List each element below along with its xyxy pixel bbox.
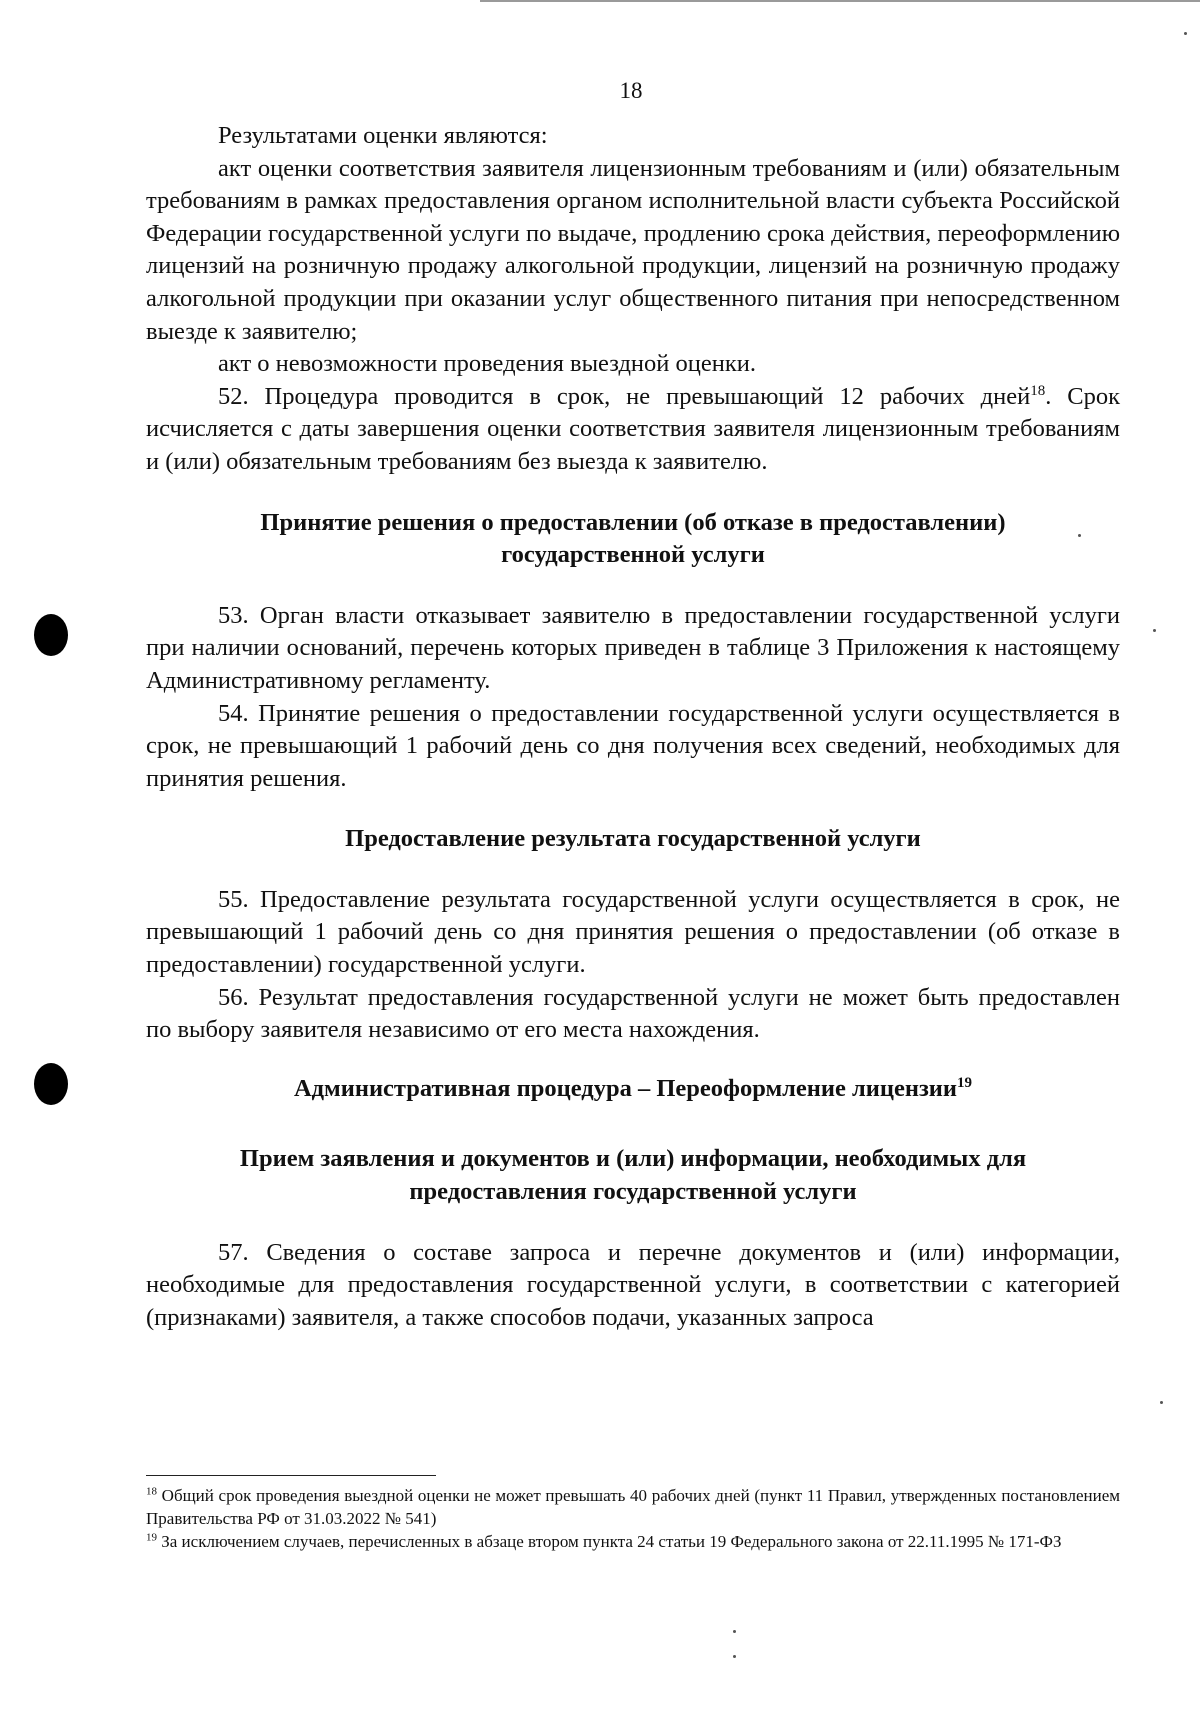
paragraph: акт о невозможности проведения выездной оценки. (218, 350, 757, 378)
footnote-reference[interactable]: 18 (1030, 382, 1046, 399)
footnotes (146, 1484, 1120, 1553)
paragraph: 55. Предоставление результата государственной услуги осуществляется в срок, не превышающий 1 рабочий день со дня принятия решения о предоставлении (об отказе в предоставлении) государственной услуги. (146, 885, 1120, 979)
scan-top-edge-line (480, 0, 1200, 2)
paragraph-52 (146, 381, 1120, 479)
paragraph: акт оценки соответствия заявителя лицензионным требованиям и (или) обязательным требованиям в рамках предоставления органом исполнительной власти субъекта Российской Федерации государственной услуги по выдаче, продлению срока действия, переоформлению лицензий на розничную продажу алкогольной продукции, лицензий на розничную продажу алкогольной продукции при оказании услуг общественного питания при непосредственном выезде к заявителю; (146, 154, 1120, 345)
scan-speck (1153, 629, 1156, 632)
footnote-text: Общий срок проведения выездной оценки не может превышать 40 рабочих дней (пункт 11 Правил, утвержденных постановлением Правительства РФ от 31.03.2022 № 541) (146, 1486, 1120, 1528)
punch-hole-mark (34, 1063, 68, 1105)
procedure-heading (146, 1073, 1120, 1106)
scan-speck (733, 1655, 736, 1658)
punch-hole-mark (34, 614, 68, 656)
document-body (146, 120, 1120, 1334)
footnote-reference[interactable]: 19 (957, 1074, 973, 1091)
footnote-18 (146, 1484, 1120, 1530)
section-heading: Прием заявления и документов и (или) информации, необходимых для предоставления государственной услуги (239, 1145, 1027, 1206)
footnote-number: 19 (146, 1531, 157, 1544)
paragraph: 54. Принятие решения о предоставлении государственной услуги осуществляется в срок, не превышающий 1 рабочий день со дня получения всех сведений, необходимых для принятия решения. (146, 699, 1120, 792)
page-number: 18 (619, 78, 643, 103)
scan-speck (1160, 1401, 1163, 1404)
footnote-text: За исключением случаев, перечисленных в абзаце втором пункта 24 статьи 19 Федерального закона от 22.11.1995 № 171-ФЗ (157, 1532, 1062, 1551)
scan-speck (733, 1630, 736, 1633)
footnote-separator (146, 1475, 436, 1476)
section-heading: Предоставление результата государственной услуги (345, 825, 921, 853)
heading-text: Административная процедура – Переоформление лицензии (293, 1074, 958, 1102)
footnote-number: 18 (146, 1485, 157, 1498)
paragraph: Результатами оценки являются: (218, 122, 548, 149)
paragraph: 56. Результат предоставления государственной услуги не может быть предоставлен по выбору заявителя независимо от его места нахождения. (146, 983, 1120, 1044)
footnote-19 (146, 1530, 1120, 1553)
section-heading: Принятие решения о предоставлении (об отказе в предоставлении) государственной услуги (260, 508, 1006, 569)
paragraph: 57. Сведения о составе запроса и перечне документов и (или) информации, необходимые для предоставления государственной услуги, в соответствии с категорией (признаками) заявителя, а также способов подачи, указанных запроса (146, 1238, 1120, 1331)
paragraph: 53. Орган власти отказывает заявителю в предоставлении государственной услуги при наличии оснований, перечень которых приведен в таблице 3 Приложения к настоящему Административному регламенту. (146, 601, 1120, 694)
scan-speck (1184, 32, 1187, 35)
paragraph-text: . Срок исчисляется с даты завершения оценки соответствия заявителя лицензионным требованиям и (или) обязательным требованиям без выезда к заявителю. (146, 382, 1120, 475)
paragraph-text: 52. Процедура проводится в срок, не превышающий 12 рабочих дней (218, 382, 1031, 410)
